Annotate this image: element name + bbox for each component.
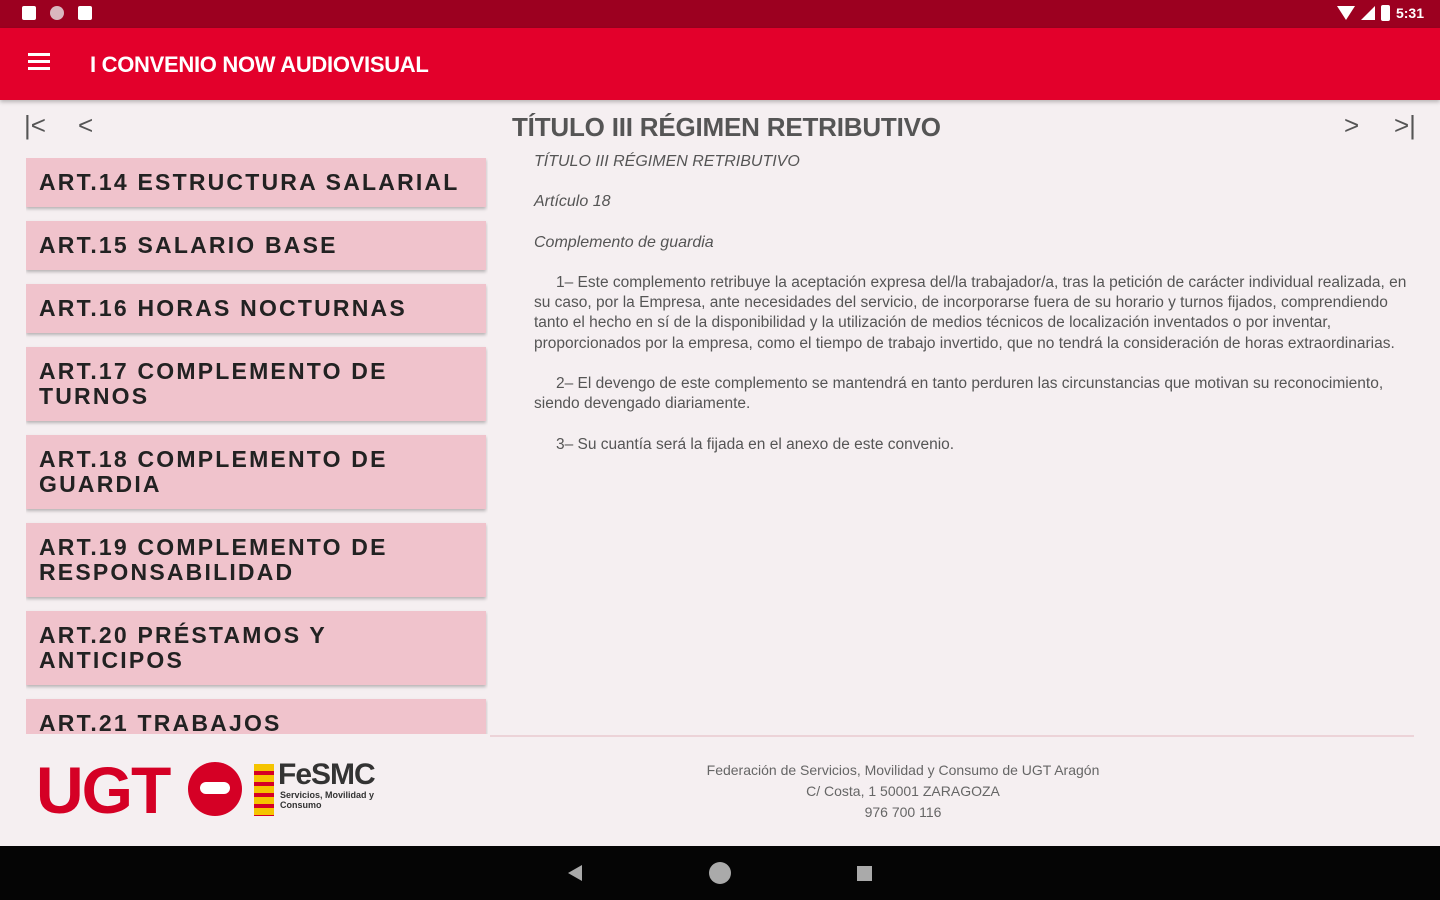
article-button[interactable]: ART.17 COMPLEMENTO DE TURNOS (26, 347, 486, 421)
article-button[interactable]: ART.15 SALARIO BASE (26, 221, 486, 270)
back-icon[interactable] (568, 865, 582, 881)
article-button[interactable]: ART.16 HORAS NOCTURNAS (26, 284, 486, 333)
content-heading: TÍTULO III RÉGIMEN RETRIBUTIVO (534, 153, 800, 170)
footer-info (600, 760, 1206, 823)
article-content (534, 152, 1420, 475)
signal-icon (1361, 6, 1375, 20)
home-icon[interactable] (709, 862, 731, 884)
article-button[interactable]: ART.19 COMPLEMENTO DE RESPONSABILIDAD (26, 523, 486, 597)
footer-organization: Federación de Servicios, Movilidad y Consumo de UGT Aragón (706, 762, 1100, 778)
article-button[interactable]: ART.18 COMPLEMENTO DE GUARDIA (26, 435, 486, 509)
footer-address: C/ Costa, 1 50001 ZARAGOZA (806, 783, 1000, 799)
menu-icon[interactable] (28, 53, 52, 75)
notification-icons (22, 6, 92, 20)
ugt-logo: UGT (36, 753, 170, 827)
system-icons (1337, 5, 1424, 21)
sd-card-icon (78, 6, 92, 20)
article-list[interactable] (26, 158, 488, 734)
section-title: TÍTULO III RÉGIMEN RETRIBUTIVO (512, 112, 941, 142)
article-button[interactable]: ART.21 TRABAJOS (26, 699, 486, 734)
paragraph: 3– Su cuantía será la fijada en el anexo de este convenio. (556, 435, 955, 453)
navigation-bar (0, 846, 1440, 900)
status-bar (0, 0, 1440, 28)
status-time: 5:31 (1395, 5, 1424, 21)
fesmc-logo-subtitle: Servicios, Movilidad y Consumo (280, 790, 375, 810)
first-page-icon[interactable]: |< (24, 110, 46, 140)
recents-icon[interactable] (857, 866, 872, 881)
article-subtitle: Complemento de guardia (534, 233, 714, 251)
app-title: I CONVENIO NOW AUDIOVISUAL (90, 52, 429, 77)
battery-icon (1381, 5, 1390, 21)
paragraph: 2– El devengo de este complemento se mantendrá en tanto perduren las circunstancias que motivan su reconocimiento, siendo devengado diariamente. (534, 375, 1384, 413)
wifi-icon (1337, 6, 1355, 20)
next-page-icon[interactable]: > (1344, 110, 1360, 140)
article-button[interactable]: ART.20 PRÉSTAMOS Y ANTICIPOS (26, 611, 486, 685)
footer-phone: 976 700 116 (864, 804, 942, 820)
last-page-icon[interactable]: >| (1394, 110, 1416, 140)
paragraph: 1– Este complemento retribuye la aceptación expresa del/la trabajador/a, tras la petición de carácter individual realizada, en su caso, por la Empresa, ante necesidades del servicio, de incorporarse fuera de su horario y turnos fijados, comprendiendo tanto el hecho en sí de la disponibilidad y la utilización de medios técnicos de localización inventados o por inventar, proporcionados por la empresa, como el tiempo de trabajo invertido, que no tendrá la consideración de horas extraordinarias. (534, 273, 1407, 352)
app-bar (0, 28, 1440, 100)
notification-icon (22, 6, 36, 20)
handshake-logo-icon (188, 762, 242, 816)
article-button[interactable]: ART.14 ESTRUCTURA SALARIAL (26, 158, 486, 207)
notification-icon (50, 6, 64, 20)
divider (490, 735, 1414, 737)
fesmc-logo: FeSMC (278, 758, 375, 791)
article-number: Artículo 18 (534, 193, 611, 211)
previous-page-icon[interactable]: < (78, 110, 94, 140)
aragon-flag-icon (254, 764, 274, 816)
